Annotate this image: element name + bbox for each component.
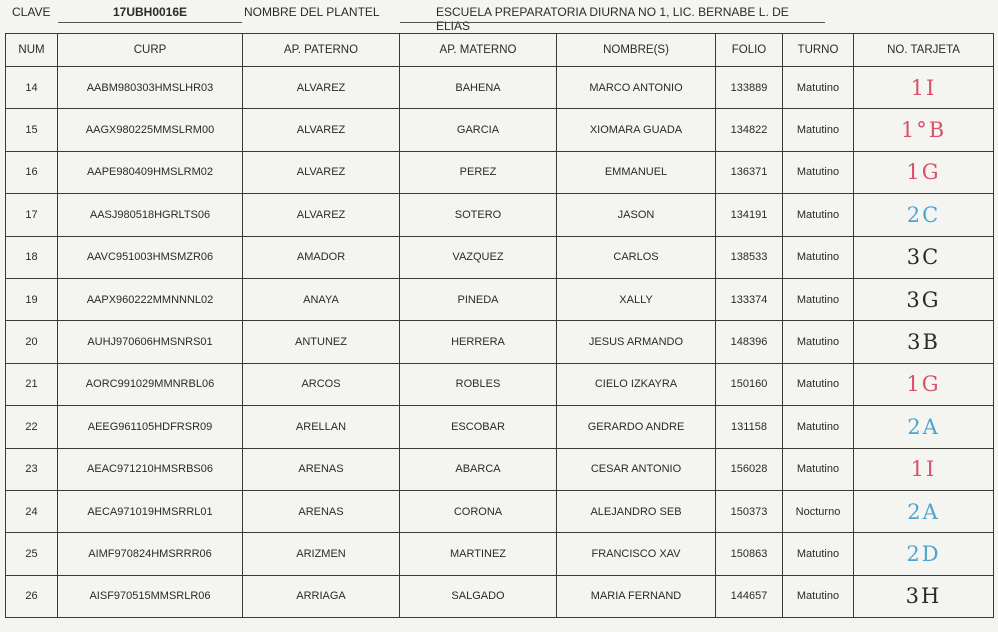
cell-ap-paterno: ALVAREZ [243,67,400,109]
col-header-num: NUM [6,34,58,67]
clave-label: CLAVE [12,5,51,19]
cell-ap-paterno: ARELLAN [243,406,400,448]
cell-turno: Matutino [783,194,854,236]
cell-folio: 131158 [716,406,783,448]
table-row [6,321,994,363]
cell-num: 19 [6,278,58,320]
table-row [6,109,994,151]
cell-num: 24 [6,490,58,532]
table-row [6,67,994,109]
table-header-row [6,34,994,67]
cell-nombre: CARLOS [557,236,716,278]
cell-turno: Matutino [783,109,854,151]
handwritten-tarjeta: 2A [854,406,994,448]
cell-nombre: EMMANUEL [557,151,716,193]
cell-ap-paterno: ARCOS [243,363,400,405]
cell-nombre: GERARDO ANDRE [557,406,716,448]
handwritten-tarjeta: 2A [854,490,994,532]
table-row [6,194,994,236]
cell-turno: Matutino [783,67,854,109]
col-header-materno: AP. MATERNO [400,34,557,67]
cell-num: 23 [6,448,58,490]
cell-nombre: JESUS ARMANDO [557,321,716,363]
cell-ap-materno: MARTINEZ [400,533,557,575]
handwritten-tarjeta: 2C [854,194,994,236]
cell-turno: Matutino [783,236,854,278]
cell-nombre: CESAR ANTONIO [557,448,716,490]
table-row [6,278,994,320]
cell-num: 18 [6,236,58,278]
cell-ap-materno: CORONA [400,490,557,532]
handwritten-tarjeta: 1G [854,363,994,405]
cell-turno: Matutino [783,278,854,320]
cell-turno: Nocturno [783,490,854,532]
cell-folio: 148396 [716,321,783,363]
cell-curp: AAPE980409HMSLRM02 [58,151,243,193]
cell-folio: 133374 [716,278,783,320]
col-header-tarjeta: NO. TARJETA [854,34,994,67]
cell-ap-paterno: ANTUNEZ [243,321,400,363]
cell-ap-materno: PEREZ [400,151,557,193]
cell-curp: AEEG961105HDFRSR09 [58,406,243,448]
cell-num: 15 [6,109,58,151]
cell-num: 22 [6,406,58,448]
cell-ap-materno: ESCOBAR [400,406,557,448]
cell-ap-paterno: AMADOR [243,236,400,278]
cell-ap-paterno: ALVAREZ [243,151,400,193]
cell-num: 25 [6,533,58,575]
cell-curp: AISF970515MMSRLR06 [58,575,243,617]
handwritten-tarjeta: 1I [854,448,994,490]
handwritten-tarjeta: 3G [854,278,994,320]
cell-num: 17 [6,194,58,236]
cell-nombre: XIOMARA GUADA [557,109,716,151]
handwritten-tarjeta: 3C [854,236,994,278]
cell-folio: 136371 [716,151,783,193]
cell-ap-materno: PINEDA [400,278,557,320]
cell-nombre: CIELO IZKAYRA [557,363,716,405]
cell-turno: Matutino [783,533,854,575]
handwritten-tarjeta: 3B [854,321,994,363]
table-row [6,363,994,405]
table-row [6,490,994,532]
cell-folio: 156028 [716,448,783,490]
cell-folio: 133889 [716,67,783,109]
cell-folio: 150863 [716,533,783,575]
handwritten-tarjeta: 1°B [854,109,994,151]
cell-ap-materno: SOTERO [400,194,557,236]
cell-num: 26 [6,575,58,617]
col-header-turno: TURNO [783,34,854,67]
table-row [6,151,994,193]
cell-folio: 134822 [716,109,783,151]
table-row [6,236,994,278]
cell-folio: 150160 [716,363,783,405]
cell-nombre: MARCO ANTONIO [557,67,716,109]
plantel-underline [400,22,825,23]
cell-curp: AIMF970824HMSRRR06 [58,533,243,575]
cell-curp: AORC991029MMNRBL06 [58,363,243,405]
cell-curp: AAGX980225MMSLRM00 [58,109,243,151]
col-header-nombre: NOMBRE(S) [557,34,716,67]
cell-curp: AECA971019HMSRRL01 [58,490,243,532]
cell-ap-materno: SALGADO [400,575,557,617]
cell-ap-materno: ABARCA [400,448,557,490]
cell-curp: AASJ980518HGRLTS06 [58,194,243,236]
cell-curp: AABM980303HMSLHR03 [58,67,243,109]
plantel-label: NOMBRE DEL PLANTEL [244,5,380,19]
clave-value: 17UBH0016E [112,5,188,19]
cell-turno: Matutino [783,448,854,490]
cell-ap-materno: ROBLES [400,363,557,405]
cell-curp: AAVC951003HMSMZR06 [58,236,243,278]
col-header-paterno: AP. PATERNO [243,34,400,67]
handwritten-tarjeta: 1I [854,67,994,109]
plantel-value: ESCUELA PREPARATORIA DIURNA NO 1, LIC. BERNABE L. DE ELIAS [436,5,789,33]
student-table [5,33,994,618]
clave-underline [58,22,242,23]
cell-turno: Matutino [783,321,854,363]
document-header [0,0,998,33]
handwritten-tarjeta: 3H [854,575,994,617]
cell-folio: 138533 [716,236,783,278]
cell-nombre: XALLY [557,278,716,320]
cell-nombre: MARIA FERNAND [557,575,716,617]
cell-nombre: FRANCISCO XAV [557,533,716,575]
cell-turno: Matutino [783,406,854,448]
cell-ap-materno: HERRERA [400,321,557,363]
cell-curp: AEAC971210HMSRBS06 [58,448,243,490]
cell-ap-materno: BAHENA [400,67,557,109]
handwritten-tarjeta: 2D [854,533,994,575]
cell-turno: Matutino [783,575,854,617]
table-row [6,406,994,448]
handwritten-tarjeta: 1G [854,151,994,193]
cell-ap-paterno: ARRIAGA [243,575,400,617]
cell-nombre: ALEJANDRO SEB [557,490,716,532]
cell-num: 16 [6,151,58,193]
cell-num: 20 [6,321,58,363]
cell-num: 14 [6,67,58,109]
cell-ap-paterno: ALVAREZ [243,109,400,151]
cell-folio: 150373 [716,490,783,532]
cell-nombre: JASON [557,194,716,236]
cell-ap-paterno: ARENAS [243,490,400,532]
table-row [6,575,994,617]
col-header-curp: CURP [58,34,243,67]
cell-ap-paterno: ARIZMEN [243,533,400,575]
cell-turno: Matutino [783,151,854,193]
cell-curp: AAPX960222MMNNNL02 [58,278,243,320]
cell-folio: 134191 [716,194,783,236]
cell-curp: AUHJ970606HMSNRS01 [58,321,243,363]
col-header-folio: FOLIO [716,34,783,67]
cell-ap-paterno: ALVAREZ [243,194,400,236]
cell-ap-materno: VAZQUEZ [400,236,557,278]
table-row [6,448,994,490]
cell-ap-paterno: ANAYA [243,278,400,320]
table-row [6,533,994,575]
cell-num: 21 [6,363,58,405]
cell-folio: 144657 [716,575,783,617]
cell-ap-paterno: ARENAS [243,448,400,490]
cell-turno: Matutino [783,363,854,405]
cell-ap-materno: GARCIA [400,109,557,151]
